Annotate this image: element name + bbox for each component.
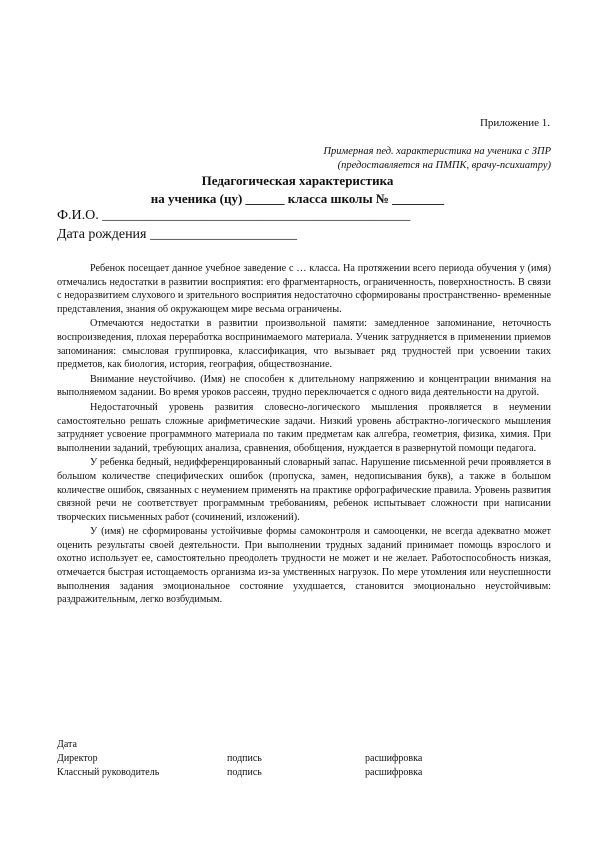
signature-block xyxy=(57,738,551,780)
paragraph-perception: Ребенок посещает данное учебное заведение с … класса. На протяжении всего периода обучения у (имя) отмечались недостатки в развитии восприятия: его фрагментарность, ограниченность, поверхностность. В связи с недоразвитием слухового и зрительного восприятия недостаточно сформированы пространственно- временные представления, знания об окружающем мире весьма ограничены. xyxy=(57,263,551,315)
paragraph-attention: Внимание неустойчиво. (Имя) не способен к длительному напряжению и концентрации внимания на выполняемом задании. Во время уроков рассеян, трудно переключается с одного вида деятельности на другой. xyxy=(57,373,551,399)
paragraph-self-control: У (имя) не сформированы устойчивые формы самоконтроля и самооценки, не всегда адекватно может оценить результаты своей деятельности. При выполнении трудных заданий принимает помощь взрослого и охотно использует ее, самостоятельно преодолеть трудности не может и не желает. Работоспособность низкая, отмечается быстрая истощаемость организма из-за умственных нагрузок. По мере утомления или неуспешности выполнения задания эмоциональное состояние ухудшается, становится эмоционально неустойчивым: раздражительным, легко возбудимым. xyxy=(57,526,551,606)
decode-label: расшифровка xyxy=(365,767,423,778)
header-note xyxy=(251,145,551,173)
date-label: Дата xyxy=(57,739,77,750)
paragraph-speech: У ребенка бедный, недифференцированный словарный запас. Нарушение письменной речи проявляется в большом количестве специфических ошибок (пропуска, замен, недописывания букв), а также в большом количестве ошибок, связанных с неумением применять на практике орфографические правила. Уровень развития связной речи не соответствует программным требованиям, ребенок испытывает сложности при написании творческих письменных работ (сочинений, изложений). xyxy=(57,457,551,523)
signature-row-teacher xyxy=(57,766,551,780)
appendix-label: Приложение 1. xyxy=(479,117,550,129)
decode-label: расшифровка xyxy=(365,753,423,764)
document-title: Педагогическая характеристика xyxy=(201,173,394,188)
document-subtitle: на ученика (цу) ______ класса школы № ________ xyxy=(150,191,445,206)
role-label: Директор xyxy=(57,753,98,764)
sign-label: подпись xyxy=(227,753,262,764)
signature-row-director xyxy=(57,752,551,766)
note-line-1: Примерная пед. характеристика на ученика с ЗПР xyxy=(323,146,551,157)
paragraph-memory: Отмечаются недостатки в развитии произвольной памяти: замедленное запоминание, неточность воспроизведения, плохая переработка воспринимаемого материала. Ученик затрудняется в применении приемов запоминания: смысловая группировка, классификация, что вызывает ряд трудностей при усвоении таких предметов, как биология, история, география, обществознание. xyxy=(57,318,551,371)
paragraph-thinking: Недостаточный уровень развития словесно-логического мышления проявляется в неумении самостоятельно решать сложные арифметические задачи. Низкий уровень абстрактно-логического мышления затрудняет усвоение программного материала по таким предметам как алгебра, геометрия, физика, химия. При выполнении заданий, требующих анализа, сравнения, обобщения, нуждается в развернутой помощи педагога. xyxy=(57,401,551,454)
fio-field: Ф.И.О. ____________________________________________ xyxy=(57,208,411,223)
birthdate-field: Дата рождения _____________________ xyxy=(57,227,297,242)
note-line-2: (предоставляется на ПМПК, врачу-психиатру) xyxy=(337,160,551,171)
sign-label: подпись xyxy=(227,767,262,778)
role-label: Классный руководитель xyxy=(57,767,160,778)
characteristic-body xyxy=(57,262,551,608)
